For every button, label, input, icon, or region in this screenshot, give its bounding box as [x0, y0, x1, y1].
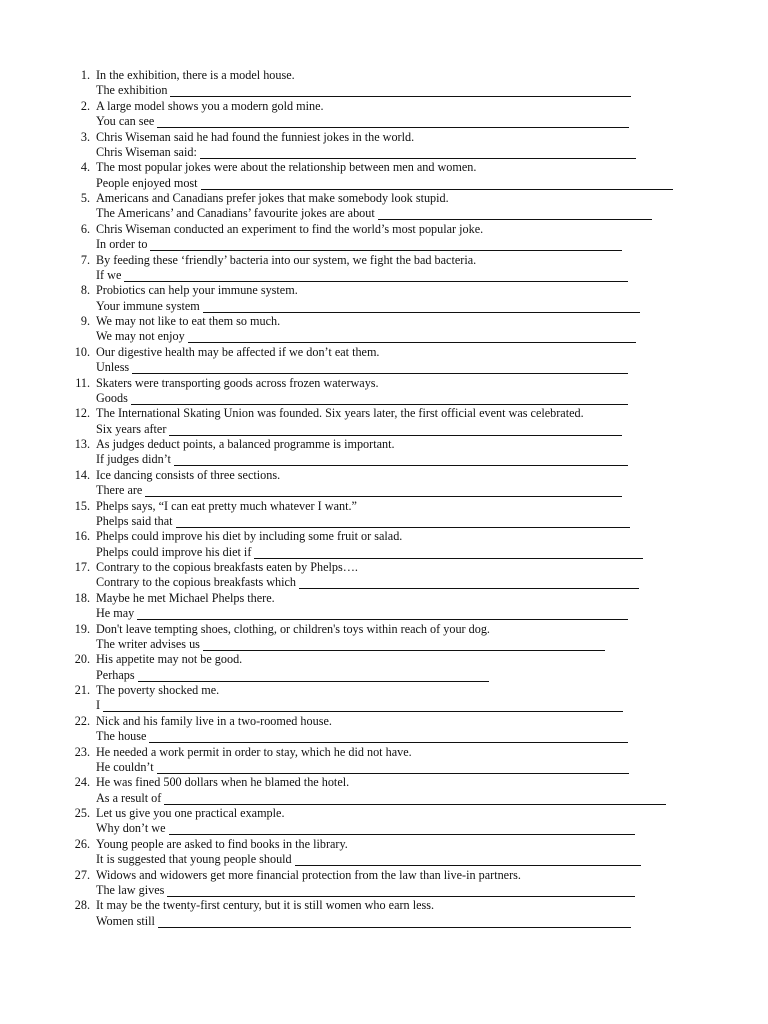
exercise-item — [0, 345, 768, 376]
item-number: 11. — [75, 375, 90, 390]
item-number: 26. — [74, 836, 90, 851]
answer-blank-line[interactable] — [137, 606, 628, 620]
item-answer-prompt: If we — [96, 267, 122, 282]
item-answer-prompt: Women still — [96, 913, 155, 928]
item-number: 25. — [74, 806, 90, 820]
answer-blank-line[interactable] — [200, 145, 636, 159]
answer-blank-line[interactable] — [167, 883, 635, 897]
item-sentence: He was fined 500 dollars when he blamed the hotel. — [96, 775, 350, 790]
item-answer-prompt: Phelps said that — [96, 513, 173, 528]
answer-blank-line[interactable] — [131, 391, 628, 405]
item-answer-prompt: Perhaps — [96, 667, 135, 682]
item-answer-prompt: Contrary to the copious breakfasts which — [96, 575, 297, 590]
answer-blank-line[interactable] — [169, 422, 622, 436]
exercise-item — [0, 714, 768, 745]
item-number: 12. — [74, 406, 90, 421]
exercise-item — [0, 68, 768, 99]
exercise-item — [0, 499, 768, 530]
item-sentence: In the exhibition, there is a model house. — [96, 68, 295, 82]
answer-blank-line[interactable] — [132, 360, 628, 374]
item-number: 28. — [74, 898, 90, 913]
item-answer-prompt: The law gives — [96, 882, 165, 897]
exercise-item — [0, 130, 768, 161]
answer-blank-line[interactable] — [145, 483, 622, 497]
exercise-item — [0, 898, 768, 929]
item-sentence: Our digestive health may be affected if we don’t eat them. — [96, 344, 380, 359]
exercise-item — [0, 806, 768, 837]
item-sentence: Don't leave tempting shoes, clothing, or children's toys within reach of your dog. — [96, 621, 490, 636]
item-answer-prompt: Goods — [96, 390, 128, 405]
item-sentence: He needed a work permit in order to stay, which he did not have. — [96, 744, 412, 759]
item-answer-prompt: He may — [96, 606, 135, 621]
item-answer-prompt: There are — [96, 483, 143, 498]
item-answer-prompt: The Americans’ and Canadians’ favourite jokes are about — [96, 206, 375, 221]
item-answer-prompt: Six years after — [96, 421, 167, 436]
item-number: 16. — [74, 529, 90, 544]
answer-blank-line[interactable] — [164, 791, 666, 805]
exercise-item — [0, 191, 768, 222]
answer-blank-line[interactable] — [174, 452, 628, 466]
answer-blank-line[interactable] — [203, 299, 640, 313]
item-number: 20. — [74, 652, 90, 667]
answer-blank-line[interactable] — [157, 114, 629, 128]
answer-blank-line[interactable] — [169, 821, 635, 835]
item-number: 1. — [80, 68, 90, 82]
answer-blank-line[interactable] — [124, 268, 628, 282]
exercise-item — [0, 283, 768, 314]
item-sentence: Maybe he met Michael Phelps there. — [96, 590, 275, 605]
item-number: 10. — [74, 344, 90, 359]
item-number: 18. — [74, 590, 90, 605]
item-sentence: Americans and Canadians prefer jokes that make somebody look stupid. — [96, 191, 449, 205]
exercise-item — [0, 529, 768, 560]
item-sentence: It may be the twenty-first century, but it is still women who earn less. — [96, 898, 435, 913]
item-number: 21. — [74, 683, 90, 697]
item-number: 15. — [74, 498, 90, 513]
item-number: 14. — [74, 467, 90, 482]
exercise-item — [0, 468, 768, 499]
item-number: 7. — [80, 252, 90, 267]
item-number: 24. — [74, 775, 90, 790]
item-sentence: Ice dancing consists of three sections. — [96, 467, 281, 482]
exercise-item — [0, 591, 768, 622]
item-sentence: Widows and widowers get more financial protection from the law than live-in partners. — [96, 867, 521, 882]
item-number: 6. — [80, 221, 90, 236]
item-answer-prompt: Chris Wiseman said: — [96, 144, 197, 159]
exercise-item — [0, 622, 768, 653]
exercise-item — [0, 160, 768, 191]
answer-blank-line[interactable] — [149, 729, 628, 743]
item-answer-prompt: The exhibition — [96, 83, 168, 98]
item-sentence: Phelps could improve his diet by including some fruit or salad. — [96, 529, 403, 544]
exercise-item — [0, 560, 768, 591]
answer-blank-line[interactable] — [295, 852, 641, 866]
exercise-item — [0, 745, 768, 776]
answer-blank-line[interactable] — [158, 914, 631, 928]
exercise-item — [0, 376, 768, 407]
item-number: 13. — [74, 437, 90, 451]
item-answer-prompt: It is suggested that young people should — [96, 852, 292, 867]
item-sentence: Let us give you one practical example. — [96, 806, 285, 820]
item-sentence: The International Skating Union was founded. Six years later, the first official event was celebrated. — [96, 406, 584, 421]
answer-blank-line[interactable] — [188, 329, 636, 343]
item-answer-prompt: Unless — [96, 360, 130, 375]
item-sentence: We may not like to eat them so much. — [96, 314, 281, 328]
exercise-item — [0, 406, 768, 437]
item-number: 27. — [74, 867, 90, 882]
exercise-item — [0, 652, 768, 683]
item-sentence: By feeding these ‘friendly’ bacteria into our system, we fight the bad bacteria. — [96, 252, 477, 267]
exercise-item — [0, 99, 768, 130]
exercise-item — [0, 837, 768, 868]
item-number: 8. — [80, 283, 90, 298]
item-answer-prompt: In order to — [96, 237, 148, 252]
answer-blank-line[interactable] — [299, 575, 639, 589]
item-sentence: Contrary to the copious breakfasts eaten by Phelps…. — [96, 560, 358, 574]
exercise-item — [0, 437, 768, 468]
answer-blank-line[interactable] — [378, 206, 652, 220]
item-number: 22. — [74, 713, 90, 728]
answer-blank-line[interactable] — [138, 668, 489, 682]
item-sentence: The poverty shocked me. — [96, 683, 220, 697]
item-answer-prompt: The house — [96, 729, 147, 744]
exercise-item — [0, 775, 768, 806]
item-answer-prompt: I — [96, 698, 101, 713]
item-answer-prompt: You can see — [96, 114, 155, 129]
item-number: 19. — [74, 621, 90, 636]
item-number: 4. — [80, 160, 90, 175]
item-sentence: Phelps says, “I can eat pretty much whatever I want.” — [96, 498, 357, 513]
exercise-item — [0, 222, 768, 253]
item-sentence: A large model shows you a modern gold mine. — [96, 98, 324, 113]
item-sentence: Skaters were transporting goods across frozen waterways. — [96, 375, 379, 390]
item-sentence: Probiotics can help your immune system. — [96, 283, 298, 298]
item-sentence: Chris Wiseman conducted an experiment to find the world’s most popular joke. — [96, 221, 484, 236]
item-answer-prompt: If judges didn’t — [96, 452, 171, 467]
item-number: 17. — [74, 560, 90, 574]
item-number: 9. — [80, 314, 90, 328]
item-answer-prompt: The writer advises us — [96, 636, 200, 651]
answer-blank-line[interactable] — [150, 237, 622, 251]
item-sentence: The most popular jokes were about the relationship between men and women. — [96, 160, 477, 175]
item-sentence: As judges deduct points, a balanced programme is important. — [96, 437, 395, 451]
item-answer-prompt: Phelps could improve his diet if — [96, 544, 252, 559]
answer-blank-line[interactable] — [157, 760, 629, 774]
answer-blank-line[interactable] — [254, 545, 643, 559]
exercise-item — [0, 868, 768, 899]
item-number: 3. — [80, 129, 90, 144]
exercise-item — [0, 683, 768, 714]
item-sentence: Nick and his family live in a two-roomed house. — [96, 713, 332, 728]
exercise-item — [0, 314, 768, 345]
answer-blank-line[interactable] — [176, 514, 630, 528]
worksheet — [0, 68, 768, 929]
answer-blank-line[interactable] — [170, 83, 631, 97]
item-answer-prompt: As a result of — [96, 790, 162, 805]
answer-blank-line[interactable] — [201, 176, 673, 190]
answer-blank-line[interactable] — [103, 698, 623, 712]
item-sentence: Chris Wiseman said he had found the funniest jokes in the world. — [96, 129, 415, 144]
item-number: 5. — [80, 191, 90, 205]
item-answer-prompt: We may not enjoy — [96, 329, 185, 344]
item-answer-prompt: Your immune system — [96, 298, 200, 313]
item-number: 2. — [80, 98, 90, 113]
item-number: 23. — [74, 744, 90, 759]
item-answer-prompt: People enjoyed most — [96, 175, 198, 190]
item-answer-prompt: He couldn’t — [96, 759, 154, 774]
item-sentence: Young people are asked to find books in the library. — [96, 836, 348, 851]
exercise-item — [0, 253, 768, 284]
answer-blank-line[interactable] — [203, 637, 605, 651]
item-answer-prompt: Why don’t we — [96, 821, 166, 836]
item-sentence: His appetite may not be good. — [96, 652, 243, 667]
